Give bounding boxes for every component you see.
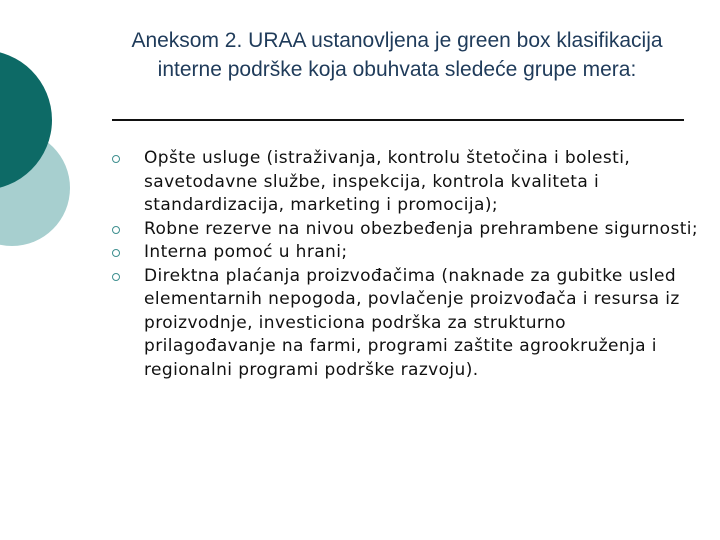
bullet-text: Interna pomoć u hrani; xyxy=(144,242,348,262)
title-divider xyxy=(112,119,684,121)
bullet-circle-icon xyxy=(112,249,120,257)
bullet-list xyxy=(112,147,702,382)
bullet-circle-icon xyxy=(112,226,120,234)
bullet-text: Robne rezerve na nivou obezbeđenja prehrambene sigurnosti; xyxy=(144,218,699,239)
decorative-circles xyxy=(0,0,110,300)
bullet-text: Opšte usluge (istraživanja, kontrolu štetočina i bolesti, savetodavne službe, inspekcija, kontrola kvaliteta i standardizacija, marketing i promocija); xyxy=(144,148,631,215)
slide-title: Aneksom 2. URAA ustanovljena je green box klasifikacija interne podrške koja obuhvata sledeće grupe mera: xyxy=(131,29,663,81)
bullet-circle-icon xyxy=(112,155,120,163)
bullet-item-general-services xyxy=(112,147,702,218)
bullet-item-direct-payments xyxy=(112,265,702,383)
bullet-circle-icon xyxy=(112,273,120,281)
bullet-text: Direktna plaćanja proizvođačima (naknade za gubitke usled elementarnih nepogoda, povlačenje proizvođača i resursa iz proizvodnje, investiciona podrška za strukturno prilagođavanje na farmi, programi zaštite agrookruženja i regionalni programi podrške razvoju). xyxy=(144,265,680,380)
bullet-item-food-aid xyxy=(112,241,702,265)
bullet-item-reserves xyxy=(112,218,702,242)
